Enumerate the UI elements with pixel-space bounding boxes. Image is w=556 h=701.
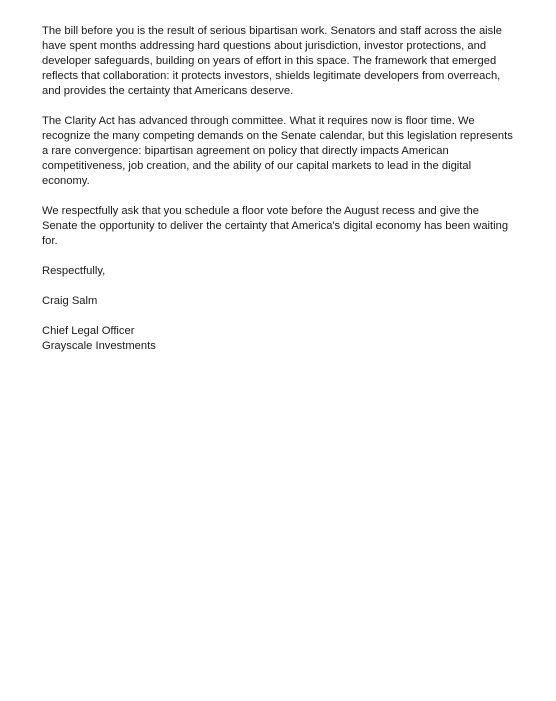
signer-name: Craig Salm (42, 295, 98, 307)
signer-company: Grayscale Investments (42, 340, 156, 352)
body-paragraph-1: The bill before you is the result of serious bipartisan work. Senators and staff across the aisle have spent months addressing hard questions about jurisdiction, investor protections, and developer safeguards, building on years of effort in this space. The framework that emerged reflects that collaboration: it protects investors, shields legitimate developers from overreach, and provides the certainty that Americans deserve. (42, 25, 502, 97)
closing-salutation: Respectfully, (42, 265, 106, 277)
body-paragraph-3: We respectfully ask that you schedule a floor vote before the August recess and give the Senate the opportunity to deliver the certainty that America's digital economy has been waiting for. (42, 205, 509, 247)
signature-block (42, 324, 516, 354)
body-paragraph-2: The Clarity Act has advanced through committee. What it requires now is floor time. We recognize the many competing demands on the Senate calendar, but this legislation represents a rare convergence: bipartisan agreement on policy that directly impacts American competitiveness, job creation, and the ability of our capital markets to lead in the digital economy. (42, 115, 513, 187)
signer-title: Chief Legal Officer (42, 325, 135, 337)
